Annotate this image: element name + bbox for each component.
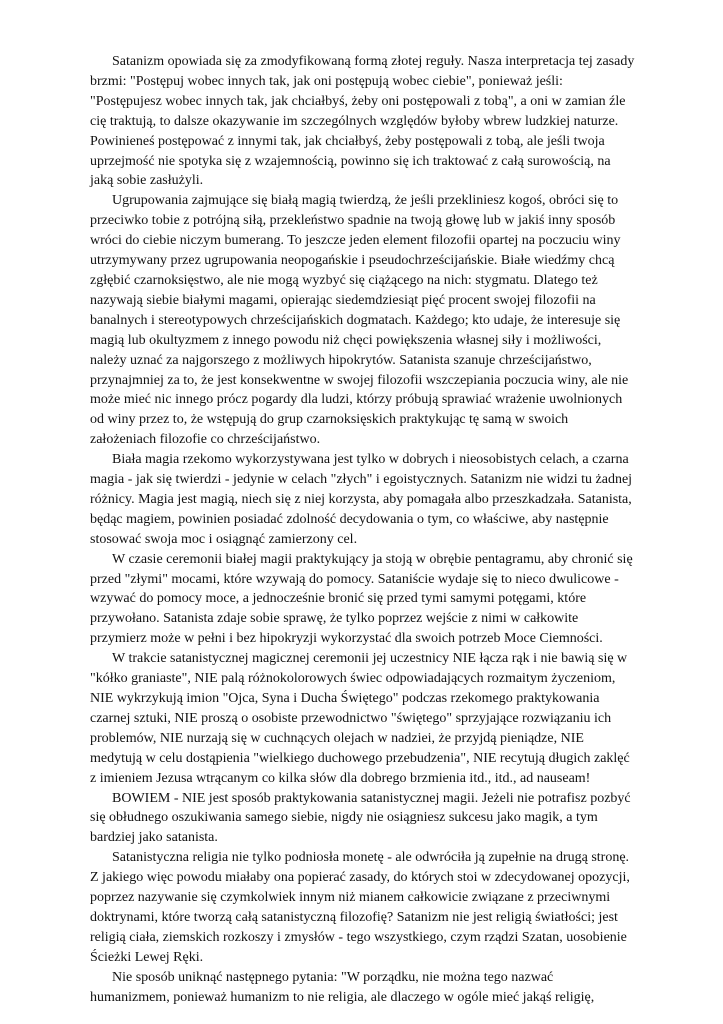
- paragraph-white-magic-curse: Ugrupowania zajmujące się białą magią twierdzą, że jeśli przekliniesz kogoś, obróci się to przeciwko tobie z potrójną siłą, przekleństwo spadnie na twoją głowę lub w jakiś inny sposób wróci do ciebie niczym bumerang. To jeszcze jeden element filozofii opartej na poczuciu winy utrzymywany przez ugrupowania neopogańskie i pseudochrześcijańskie. Białe wiedźmy chcą zgłębić czarnoksięstwo, ale nie mogą wyzbyć się ciążącego na nich: stygmatu. Dlatego też nazywają siebie białymi magami, opierając siedemdziesiąt pięć procent swojej filozofii na banalnych i stereotypowych chrześcijańskich dogmatach. Każdego; kto udaje, że interesuje się magią lub okultyzmem z innego powodu niż chęci powiększenia własnej siły i możliwości, należy uznać za najgorszego z możliwych hipokrytów. Satanista szanuje chrześcijaństwo, przynajmniej za to, że jest konsekwentne w swojej filozofii wszczepiania poczucia winy, ale nie może mieć nic innego prócz pogardy dla ludzi, którzy próbują sprawiać wrażenie uwolnionych od winy przez to, że wstępują do grup czarnoksięskich praktykując tę samą w swoich założeniach filozofie co chrześcijaństwo.: [90, 193, 629, 448]
- paragraph-pentagram: W czasie ceremonii białej magii praktykujący ja stoją w obrębie pentagramu, aby chronić się przed "złymi" mocami, które wzywają do pomocy. Sataniście wydaje się to nieco dwulicowe - wzywać do pomocy moce, a jednocześnie bronić się przed tymi samymi potęgami, które przywołano. Satanista zdaje sobie sprawę, że tylko poprzez wejście z nimi w całkowite przymierz może w pełni i bez hipokryzji wykorzystać dla swoich potrzeb Moce Ciemności.: [90, 551, 633, 647]
- paragraph-white-vs-black-magic: Biała magia rzekomo wykorzystywana jest tylko w dobrych i nieosobistych celach, a czarna magia - jak się twierdzi - jedynie w celach "złych" i egoistycznych. Satanizm nie widzi tu żadnej różnicy. Magia jest magią, niech się z niej korzysta, aby pomagała albo przeszkadzała. Satanista, będąc magiem, powinien posiadać zdolność decydowania o tym, co właściwe, aby następnie stosować swoja moc i osiągnąć zamierzony cel.: [90, 452, 633, 547]
- document-page: [90, 52, 636, 1008]
- paragraph-satanic-ceremony: W trakcie satanistycznej magicznej ceremonii jej uczestnicy NIE łącza rąk i nie bawią się w "kółko graniaste", NIE palą różnokolorowych świec odpowiadających rozmaitym życzeniom, NIE wykrzykują imion "Ojca, Syna i Ducha Świętego" podczas rzekomego praktykowania czarnej sztuki, NIE proszą o osobiste przewodnictwo "świętego" sprzyjające rozwiązaniu ich problemów, NIE nurzają się w cuchnących olejach w nadziei, że przyjdą pieniądze, NIE medytują w celu dostąpienia "wielkiego duchowego przebudzenia", NIE recytują długich zaklęć z imieniem Jezusa wtrącanym co kilka słów dla dobrego brzmienia itd., itd., ad nauseam!: [90, 651, 630, 786]
- paragraph-bowiem: BOWIEM - NIE jest sposób praktykowania satanistycznej magii. Jeżeli nie potrafisz pozbyć się obłudnego oszukiwania samego siebie, nigdy nie osiągniesz sukcesu jako magik, a tym bardziej jako satanista.: [90, 790, 631, 846]
- paragraph-satanic-religion: Satanistyczna religia nie tylko podniosła monetę - ale odwróciła ją zupełnie na drugą stronę. Z jakiego więc powodu miałaby ona popierać zasady, do których stoi w zdecydowanej opozycji, poprzez nazywanie się czymkolwiek innym niż mianem całkowicie związane z przeciwnymi doktrynami, które tworzą całą satanistyczną filozofię? Satanizm nie jest religią światłości; jest religią ciała, ziemskich rozkoszy i zmysłów - tego wszystkiego, czym rządzi Szatan, uosobienie Ścieżki Lewej Ręki.: [90, 850, 630, 965]
- paragraph-golden-rule: Satanizm opowiada się za zmodyfikowaną formą złotej reguły. Nasza interpretacja tej zasady brzmi: "Postępuj wobec innych tak, jak oni postępują wobec ciebie", ponieważ jeśli: "Postępujesz wobec innych tak, jak chciałbyś, żeby oni postępowali z tobą", a oni w zamian źle cię traktują, to dalsze okazywanie im szczególnych względów byłoby wbrew ludzkiej naturze. Powinieneś postępować z innymi tak, jak chciałbyś, żeby postępowali z tobą, ale jeśli twoja uprzejmość nie spotyka się z wzajemnością, powinno się ich traktować z całą surowością, na jaką sobie zasłużyli.: [90, 54, 635, 189]
- paragraph-next-question: Nie sposób uniknąć następnego pytania: "W porządku, nie można tego nazwać humanizmem, ponieważ humanizm to nie religia, ale dlaczego w ogóle mieć jakąś religię,: [90, 969, 595, 1005]
